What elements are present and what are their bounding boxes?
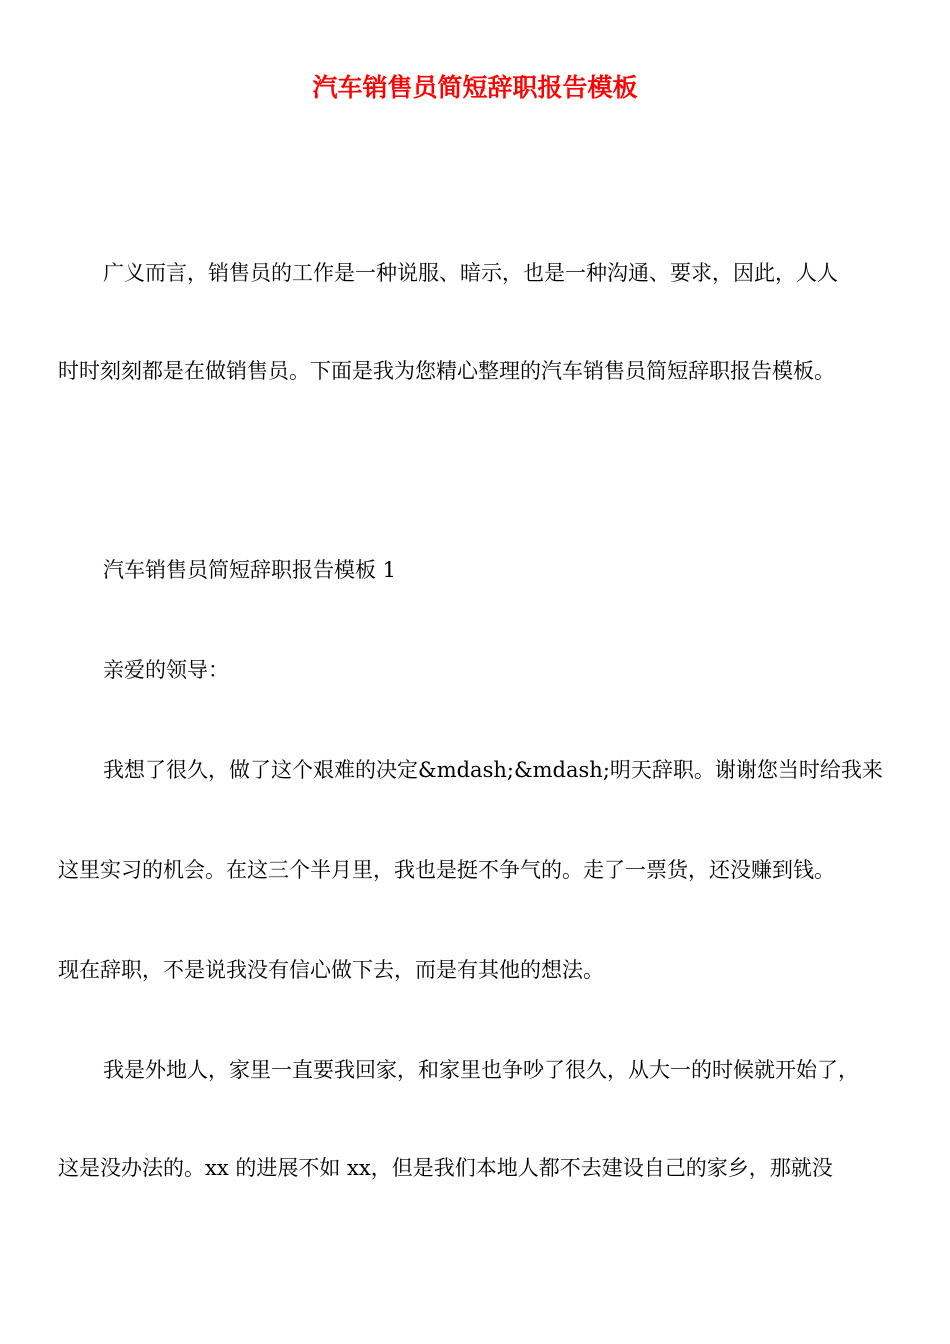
body-paragraph-1-line-2: 这里实习的机会。在这三个半月里，我也是挺不争气的。走了一票货，还没赚到钱。: [58, 858, 835, 882]
document-title: 汽车销售员简短辞职报告模板: [312, 73, 638, 102]
body-paragraph-2-line-2: 这是没办法的。xx 的进展不如 xx，但是我们本地人都不去建设自己的家乡，那就没: [58, 1156, 833, 1180]
body-paragraph-1-line-3: 现在辞职，不是说我没有信心做下去，而是有其他的想法。: [58, 958, 604, 982]
body-paragraph-1-line-1: 我想了很久，做了这个艰难的决定&mdash;&mdash;明天辞职。谢谢您当时给我来: [103, 758, 883, 782]
body-paragraph-2-line-1: 我是外地人，家里一直要我回家，和家里也争吵了很久，从大一的时候就开始了，: [103, 1058, 859, 1082]
intro-paragraph-line-1: 广义而言，销售员的工作是一种说服、暗示，也是一种沟通、要求，因此，人人: [103, 261, 838, 285]
intro-paragraph-line-2: 时时刻刻都是在做销售员。下面是我为您精心整理的汽车销售员简短辞职报告模板。: [58, 359, 835, 383]
salutation: 亲爱的领导：: [103, 658, 229, 682]
section-heading: 汽车销售员简短辞职报告模板 1: [103, 558, 397, 582]
